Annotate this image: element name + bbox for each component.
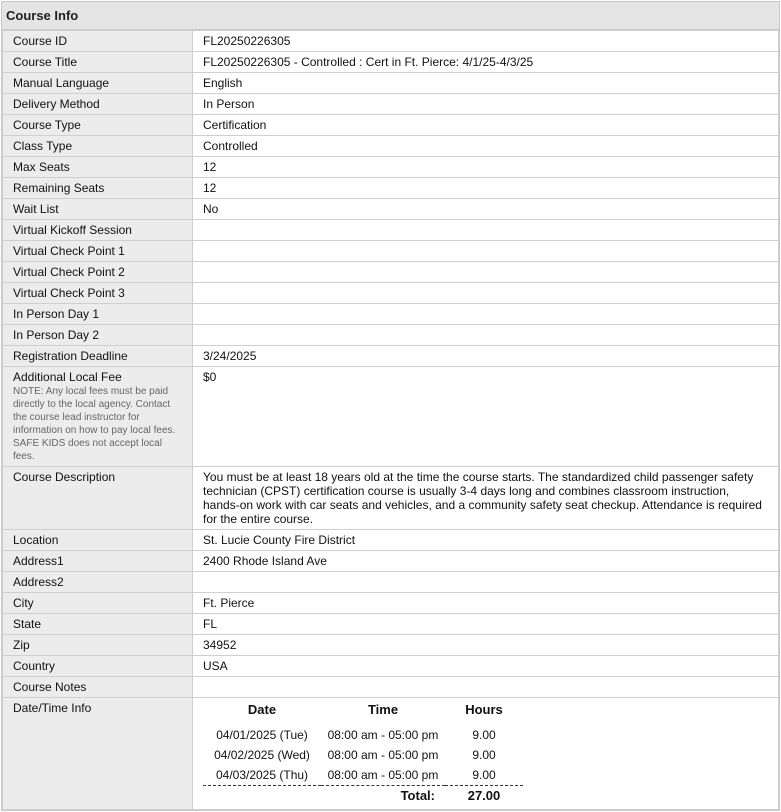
field-label: Course ID bbox=[3, 31, 193, 52]
schedule-hours: 9.00 bbox=[472, 748, 496, 762]
field-value: 34952 bbox=[193, 635, 779, 656]
info-row bbox=[3, 115, 779, 136]
field-value: FL bbox=[193, 614, 779, 635]
fee-note: NOTE: Any local fees must be paid directly to the local agency. Contact the course lead instructor for information on how to pay local fees. SAFE KIDS does not accept local fees. bbox=[13, 386, 176, 462]
field-value: St. Lucie County Fire District bbox=[193, 530, 779, 551]
field-value: In Person bbox=[193, 94, 779, 115]
schedule-total-row bbox=[203, 786, 523, 807]
info-row bbox=[3, 73, 779, 94]
info-row bbox=[3, 262, 779, 283]
field-value bbox=[193, 304, 779, 325]
field-value bbox=[193, 283, 779, 304]
field-label: Location bbox=[3, 530, 193, 551]
field-label: Course Title bbox=[3, 52, 193, 73]
info-row bbox=[3, 551, 779, 572]
schedule-date: 04/01/2025 (Tue) bbox=[216, 728, 308, 742]
fee-label: Additional Local Fee bbox=[13, 370, 122, 384]
info-row bbox=[3, 283, 779, 304]
field-value: 12 bbox=[193, 157, 779, 178]
schedule-time: 08:00 am - 05:00 pm bbox=[327, 728, 439, 742]
info-row bbox=[3, 157, 779, 178]
schedule-row bbox=[203, 765, 523, 786]
field-label: Address2 bbox=[3, 572, 193, 593]
description-value: You must be at least 18 years old at the time the course starts. The standardized child passenger safety technician (CPST) certification course is usually 3-4 days long and combines classroom instruction, hands-on work with car seats and vehicles, and a community safety seat checkup. Attendance is required for the entire course. bbox=[193, 467, 779, 530]
schedule-time: 08:00 am - 05:00 pm bbox=[327, 768, 439, 782]
info-row bbox=[3, 31, 779, 52]
field-value: English bbox=[193, 73, 779, 94]
field-value: Ft. Pierce bbox=[193, 593, 779, 614]
schedule-time: 08:00 am - 05:00 pm bbox=[327, 748, 439, 762]
info-row bbox=[3, 136, 779, 157]
field-label: Virtual Check Point 2 bbox=[3, 262, 193, 283]
schedule-header-time: Time bbox=[367, 702, 399, 717]
info-row bbox=[3, 346, 779, 367]
field-label bbox=[3, 367, 193, 467]
schedule-header-date: Date bbox=[247, 702, 277, 717]
field-label: In Person Day 2 bbox=[3, 325, 193, 346]
field-label: Wait List bbox=[3, 199, 193, 220]
course-info-table bbox=[2, 30, 779, 810]
info-row bbox=[3, 635, 779, 656]
field-value bbox=[193, 241, 779, 262]
field-value: FL20250226305 bbox=[193, 31, 779, 52]
info-row bbox=[3, 530, 779, 551]
field-label: Registration Deadline bbox=[3, 346, 193, 367]
field-label: Course Notes bbox=[3, 677, 193, 698]
description-row bbox=[3, 467, 779, 530]
info-row bbox=[3, 614, 779, 635]
field-value: 12 bbox=[193, 178, 779, 199]
schedule-date: 04/03/2025 (Thu) bbox=[215, 768, 309, 782]
info-row bbox=[3, 178, 779, 199]
description-label: Course Description bbox=[3, 467, 193, 530]
field-label: Zip bbox=[3, 635, 193, 656]
fee-row bbox=[3, 367, 779, 467]
field-value bbox=[193, 325, 779, 346]
schedule-row bbox=[203, 745, 523, 765]
field-value: Controlled bbox=[193, 136, 779, 157]
info-row bbox=[3, 677, 779, 698]
info-row bbox=[3, 220, 779, 241]
datetime-row bbox=[3, 698, 779, 810]
schedule-header-hours: Hours bbox=[465, 702, 503, 717]
field-label: Class Type bbox=[3, 136, 193, 157]
field-value: 2400 Rhode Island Ave bbox=[193, 551, 779, 572]
field-label: City bbox=[3, 593, 193, 614]
field-label: Delivery Method bbox=[3, 94, 193, 115]
info-row bbox=[3, 241, 779, 262]
info-row bbox=[3, 52, 779, 73]
field-value bbox=[193, 220, 779, 241]
field-label: Remaining Seats bbox=[3, 178, 193, 199]
field-label: In Person Day 1 bbox=[3, 304, 193, 325]
course-info-panel bbox=[1, 1, 780, 811]
field-value: Certification bbox=[193, 115, 779, 136]
field-value bbox=[193, 572, 779, 593]
fee-value: $0 bbox=[193, 367, 779, 467]
info-row bbox=[3, 572, 779, 593]
datetime-label: Date/Time Info bbox=[3, 698, 193, 810]
field-value bbox=[193, 262, 779, 283]
info-row bbox=[3, 304, 779, 325]
info-row bbox=[3, 199, 779, 220]
schedule-hours: 9.00 bbox=[472, 768, 496, 782]
field-label: Virtual Kickoff Session bbox=[3, 220, 193, 241]
info-row bbox=[3, 593, 779, 614]
field-label: Max Seats bbox=[3, 157, 193, 178]
field-value bbox=[193, 677, 779, 698]
field-label: Virtual Check Point 3 bbox=[3, 283, 193, 304]
field-label: Virtual Check Point 1 bbox=[3, 241, 193, 262]
field-label: State bbox=[3, 614, 193, 635]
datetime-cell bbox=[193, 698, 779, 810]
field-label: Country bbox=[3, 656, 193, 677]
total-label: Total: bbox=[321, 786, 445, 807]
info-row bbox=[3, 94, 779, 115]
field-value: No bbox=[193, 199, 779, 220]
field-value: 3/24/2025 bbox=[193, 346, 779, 367]
field-label: Course Type bbox=[3, 115, 193, 136]
field-value: USA bbox=[193, 656, 779, 677]
total-value: 27.00 bbox=[445, 786, 523, 807]
schedule-table bbox=[203, 701, 523, 806]
field-label: Manual Language bbox=[3, 73, 193, 94]
schedule-date: 04/02/2025 (Wed) bbox=[214, 748, 310, 762]
schedule-row bbox=[203, 725, 523, 745]
field-label: Address1 bbox=[3, 551, 193, 572]
panel-title: Course Info bbox=[2, 2, 779, 30]
field-value: FL20250226305 - Controlled : Cert in Ft. Pierce: 4/1/25-4/3/25 bbox=[193, 52, 779, 73]
info-row bbox=[3, 656, 779, 677]
info-row bbox=[3, 325, 779, 346]
schedule-hours: 9.00 bbox=[472, 728, 496, 742]
